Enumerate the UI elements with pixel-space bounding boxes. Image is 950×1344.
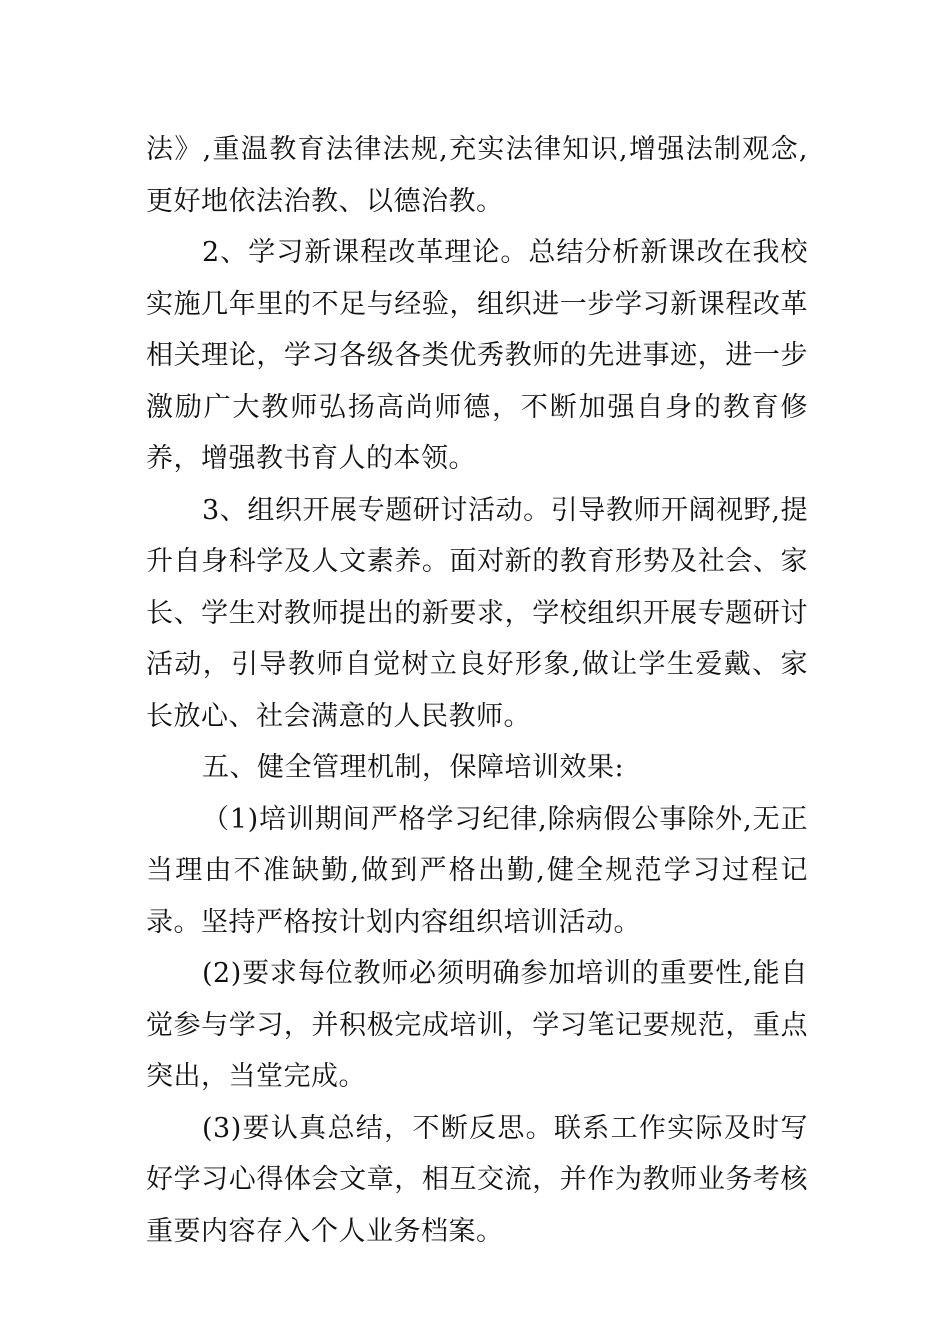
section-heading: 五、健全管理机制，保障培训效果: — [202, 752, 625, 783]
paragraph-rule-1: （1)培训期间严格学习纪律,除病假公事除外,无正当理由不准缺勤,做到严格出勤,健全规范学习过程记录。坚持严格按计划内容组织培训活动。 — [146, 803, 808, 938]
paragraph-continuation: 法》,重温教育法律法规,充实法律知识,增强法制观念,更好地依法治教、以德治教。 — [146, 134, 808, 217]
paragraph-item-3: 3、组织开展专题研讨活动。引导教师开阔视野,提升自身科学及人文素养。面对新的教育形势及社会、家长、学生对教师提出的新要求，学校组织开展专题研讨活动，引导教师自觉树立良好形象,做让学生爱戴、家长放心、社会满意的人民教师。 — [146, 494, 808, 732]
paragraph-rule-3: (3)要认真总结，不断反思。联系工作实际及时写好学习心得体会文章，相互交流，并作为教师业务考核重要内容存入个人业务档案。 — [146, 1112, 808, 1247]
paragraph-item-2: 2、学习新课程改革理论。总结分析新课改在我校实施几年里的不足与经验，组织进一步学习新课程改革相关理论，学习各级各类优秀教师的先进事迹，进一步激励广大教师弘扬高尚师德，不断加强自身的教育修养，增强教书育人的本领。 — [146, 237, 808, 474]
document-body — [146, 124, 808, 1257]
paragraph-rule-2: (2)要求每位教师必须明确参加培训的重要性,能自觉参与学习，并积极完成培训，学习笔记要规范，重点突出，当堂完成。 — [146, 958, 808, 1092]
